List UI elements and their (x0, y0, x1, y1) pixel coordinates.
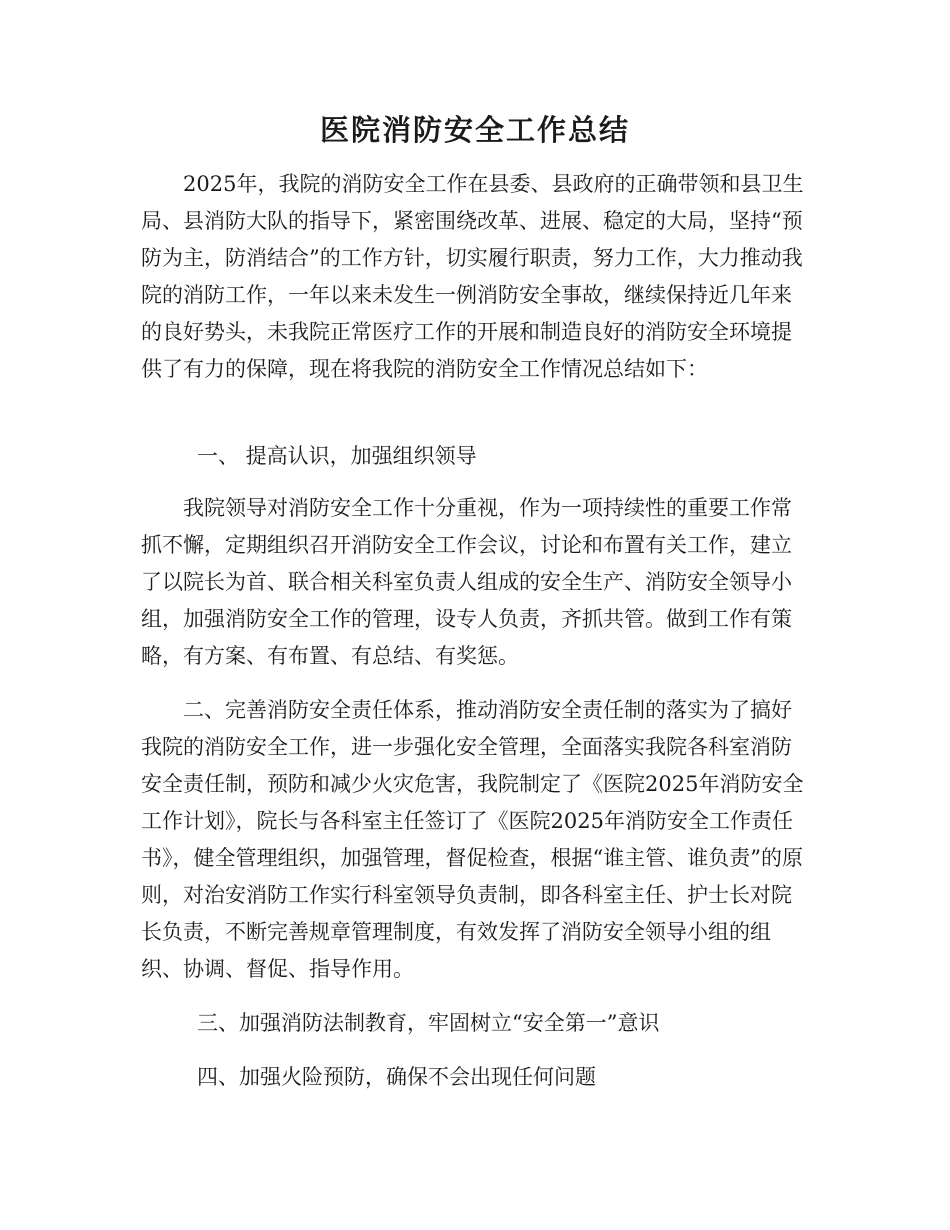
intro-paragraph: 2025年，我院的消防安全工作在县委、县政府的正确带领和县卫生局、县消防大队的指导下，紧密围绕改革、进展、稳定的大局，坚持“预防为主，防消结合”的工作方针，切实履行职责，努力工作，大力推动我院的消防工作，一年以来未发生一例消防安全事故，继续保持近几年来的良好势头，未我院正常医疗工作的开展和制造良好的消防安全环境提供了有力的保障，现在将我院的消防安全工作情况总结如下： (141, 172, 804, 381)
section-3-heading: 三、加强消防法制教育，牢固树立“安全第一”意识 (197, 1011, 660, 1035)
section-1-paragraph: 我院领导对消防安全工作十分重视，作为一项持续性的重要工作常抓不懈，定期组织召开消防安全工作会议，讨论和布置有关工作，建立了以院长为首、联合相关科室负责人组成的安全生产、消防安全领导小组，加强消防安全工作的管理，设专人负责，齐抓共管。做到工作有策略，有方案、有布置、有总结、有奖惩。 (141, 496, 792, 668)
section-1-heading: 一、 提高认识，加强组织领导 (197, 444, 477, 468)
section-4-heading: 四、加强火险预防，确保不会出现任何问题 (197, 1065, 596, 1089)
section-2-paragraph: 二、完善消防安全责任体系，推动消防安全责任制的落实为了搞好我院的消防安全工作，进一步强化安全管理，全面落实我院各科室消防安全责任制，预防和减少火灾危害，我院制定了《医院2025年消防安全工作计划》，院长与各科室主任签订了《医院2025年消防安全工作责任书》，健全管理组织，加强管理，督促检查，根据“谁主管、谁负责”的原则，对治安消防工作实行科室领导负责制，即各科室主任、护士长对院长负责，不断完善规章管理制度，有效发挥了消防安全领导小组的组织、协调、督促、指导作用。 (141, 698, 804, 981)
document-title: 医院消防安全工作总结 (319, 113, 630, 147)
